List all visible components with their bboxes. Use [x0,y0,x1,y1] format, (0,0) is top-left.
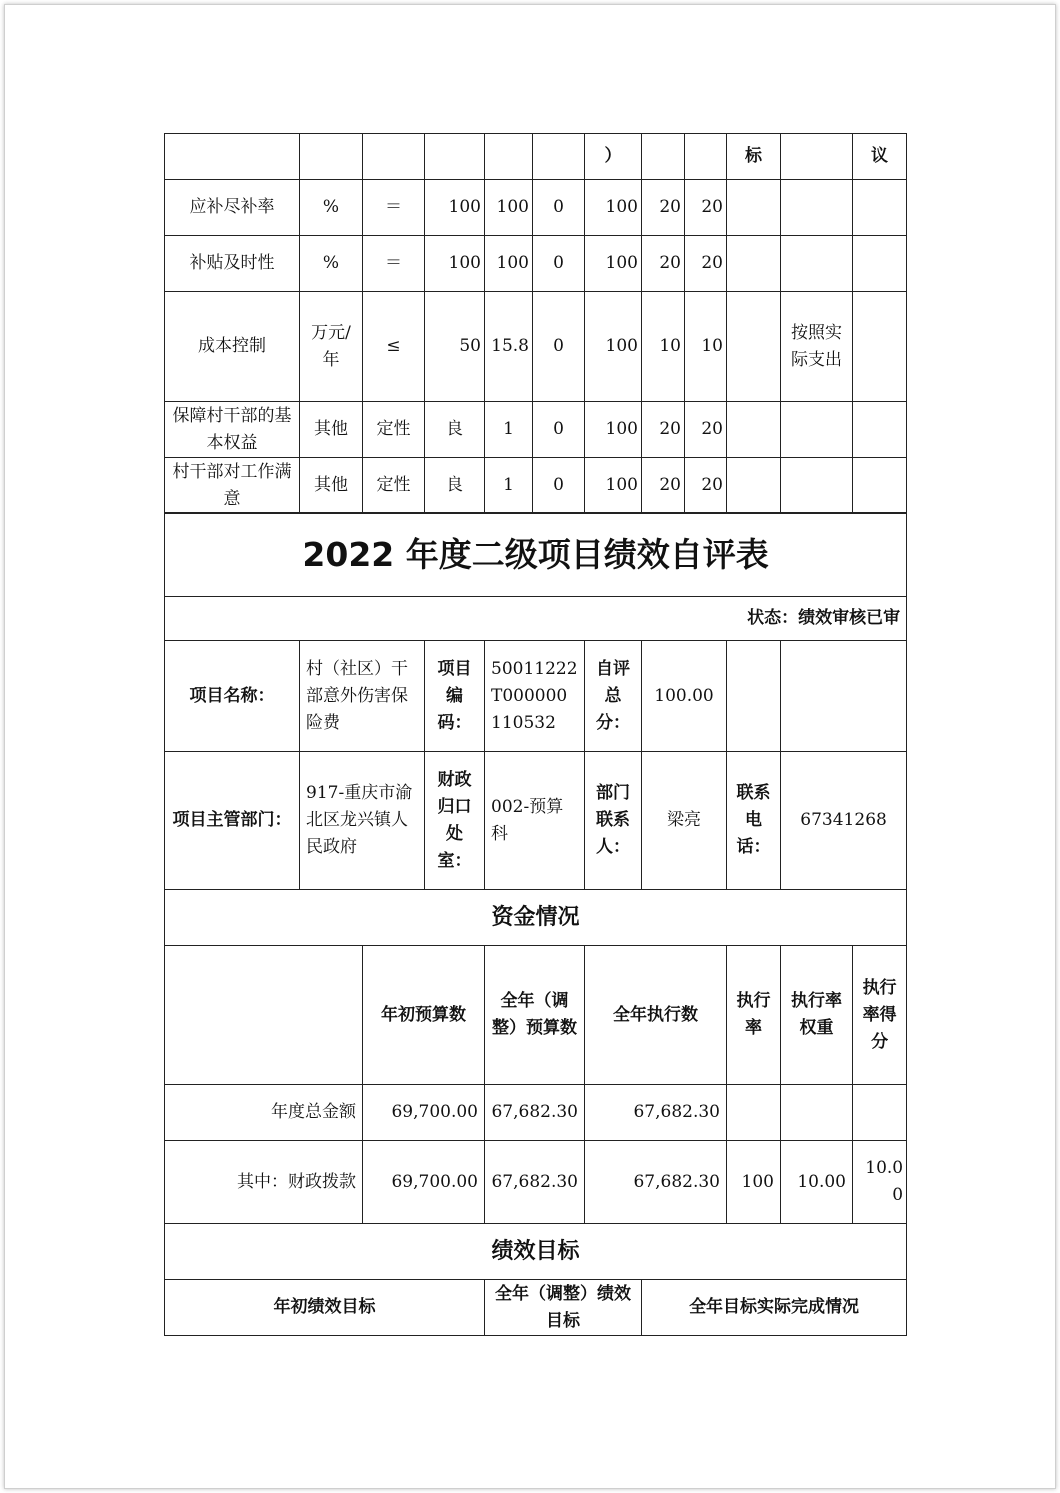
indicator-note [853,292,907,402]
indicator-score: 20 [642,180,685,236]
indicator-actual: 20 [685,458,727,514]
indicator-actual: 20 [685,180,727,236]
header-cell-paren: ） [585,134,642,180]
indicator-op: ＝ [363,236,425,292]
indicator-target: 100 [425,180,485,236]
funds-row-label: 其中：财政拨款 [165,1141,363,1224]
indicator-target: 100 [425,236,485,292]
funds-header-empty [165,946,363,1085]
indicator-deduct: 0 [533,292,585,402]
phone-value: 67341268 [781,752,907,890]
project-name-label: 项目名称： [165,641,300,752]
indicator-rate: 100 [585,236,642,292]
indicator-op: 定性 [363,458,425,514]
project-name-value: 村（社区）干部意外伤害保险费 [300,641,425,752]
indicator-table [164,133,907,514]
header-cell-biao: 标 [727,134,781,180]
indicator-cell-empty [727,458,781,514]
project-code-label: 项目编码： [425,641,485,752]
performance-header-row [165,1280,907,1336]
indicator-name: 应补尽补率 [165,180,300,236]
finance-office-label: 财政归口处室： [425,752,485,890]
funds-row-executed: 67,682.30 [585,1141,727,1224]
indicator-reason [781,236,853,292]
indicator-cell-empty [727,180,781,236]
funds-row [165,1085,907,1141]
indicator-target: 良 [425,458,485,514]
funds-header-rate: 执行率 [727,946,781,1085]
indicator-actual: 20 [685,236,727,292]
indicator-target: 良 [425,402,485,458]
funds-section-title: 资金情况 [165,890,907,946]
indicator-score: 20 [642,458,685,514]
funds-header-executed: 全年执行数 [585,946,727,1085]
indicator-header-row [165,134,907,180]
indicator-deduct: 0 [533,236,585,292]
funds-header-row [165,946,907,1085]
indicator-row [165,458,907,514]
indicator-weight: 1 [485,402,533,458]
indicator-weight: 100 [485,236,533,292]
self-evaluation-form [164,512,907,1336]
funds-row-label: 年度总金额 [165,1085,363,1141]
indicator-reason [781,402,853,458]
indicator-score: 10 [642,292,685,402]
indicator-cell-empty [727,236,781,292]
contact-value: 梁亮 [642,752,727,890]
dept-value: 917-重庆市渝北区龙兴镇人民政府 [300,752,425,890]
performance-section-title: 绩效目标 [165,1224,907,1280]
indicator-rate: 100 [585,180,642,236]
performance-header-adjusted: 全年（调整）绩效目标 [485,1280,642,1336]
indicator-name: 成本控制 [165,292,300,402]
performance-header-actual: 全年目标实际完成情况 [642,1280,907,1336]
indicator-rate: 100 [585,292,642,402]
indicator-unit: 其他 [300,402,363,458]
status-label: 状态：绩效审核已审 [165,597,907,641]
indicator-score: 20 [642,236,685,292]
self-score-value: 100.00 [642,641,727,752]
indicator-weight: 15.8 [485,292,533,402]
indicator-reason [781,458,853,514]
funds-row [165,1141,907,1224]
phone-label: 联系电话： [727,752,781,890]
indicator-note [853,236,907,292]
indicator-row [165,180,907,236]
funds-header-initial: 年初预算数 [363,946,485,1085]
dept-label: 项目主管部门： [165,752,300,890]
indicator-score: 20 [642,402,685,458]
indicator-unit: 万元/年 [300,292,363,402]
indicator-row [165,292,907,402]
funds-header-adjusted: 全年（调整）预算数 [485,946,585,1085]
page-title: 2022 年度二级项目绩效自评表 [165,513,907,597]
funds-row-adjusted: 67,682.30 [485,1085,585,1141]
indicator-target: 50 [425,292,485,402]
indicator-rate: 100 [585,402,642,458]
funds-row-initial: 69,700.00 [363,1141,485,1224]
self-score-label: 自评总分： [585,641,642,752]
indicator-deduct: 0 [533,458,585,514]
indicator-unit: % [300,236,363,292]
funds-row-rate [727,1085,781,1141]
funds-row-score [853,1085,907,1141]
indicator-actual: 10 [685,292,727,402]
funds-row-executed: 67,682.30 [585,1085,727,1141]
funds-header-weight: 执行率权重 [781,946,853,1085]
indicator-weight: 1 [485,458,533,514]
indicator-deduct: 0 [533,402,585,458]
contact-label: 部门联系人： [585,752,642,890]
indicator-note [853,458,907,514]
indicator-deduct: 0 [533,180,585,236]
indicator-note [853,180,907,236]
funds-row-weight: 10.00 [781,1141,853,1224]
indicator-op: ≤ [363,292,425,402]
indicator-cell-empty [727,402,781,458]
finance-office-value: 002-预算科 [485,752,585,890]
indicator-name: 村干部对工作满意 [165,458,300,514]
funds-row-adjusted: 67,682.30 [485,1141,585,1224]
project-code-value: 50011222T000000110532 [485,641,585,752]
performance-header-initial: 年初绩效目标 [165,1280,485,1336]
funds-row-score: 10.00 [853,1141,907,1224]
indicator-note [853,402,907,458]
funds-row-rate: 100 [727,1141,781,1224]
indicator-cell-empty [727,292,781,402]
indicator-unit: 其他 [300,458,363,514]
indicator-reason: 按照实际支出 [781,292,853,402]
indicator-row [165,402,907,458]
funds-row-weight [781,1085,853,1141]
indicator-name: 补贴及时性 [165,236,300,292]
indicator-actual: 20 [685,402,727,458]
funds-row-initial: 69,700.00 [363,1085,485,1141]
indicator-rate: 100 [585,458,642,514]
indicator-op: 定性 [363,402,425,458]
funds-header-score: 执行率得分 [853,946,907,1085]
header-cell-yi: 议 [853,134,907,180]
indicator-op: ＝ [363,180,425,236]
indicator-row [165,236,907,292]
indicator-unit: % [300,180,363,236]
indicator-reason [781,180,853,236]
indicator-weight: 100 [485,180,533,236]
indicator-name: 保障村干部的基本权益 [165,402,300,458]
